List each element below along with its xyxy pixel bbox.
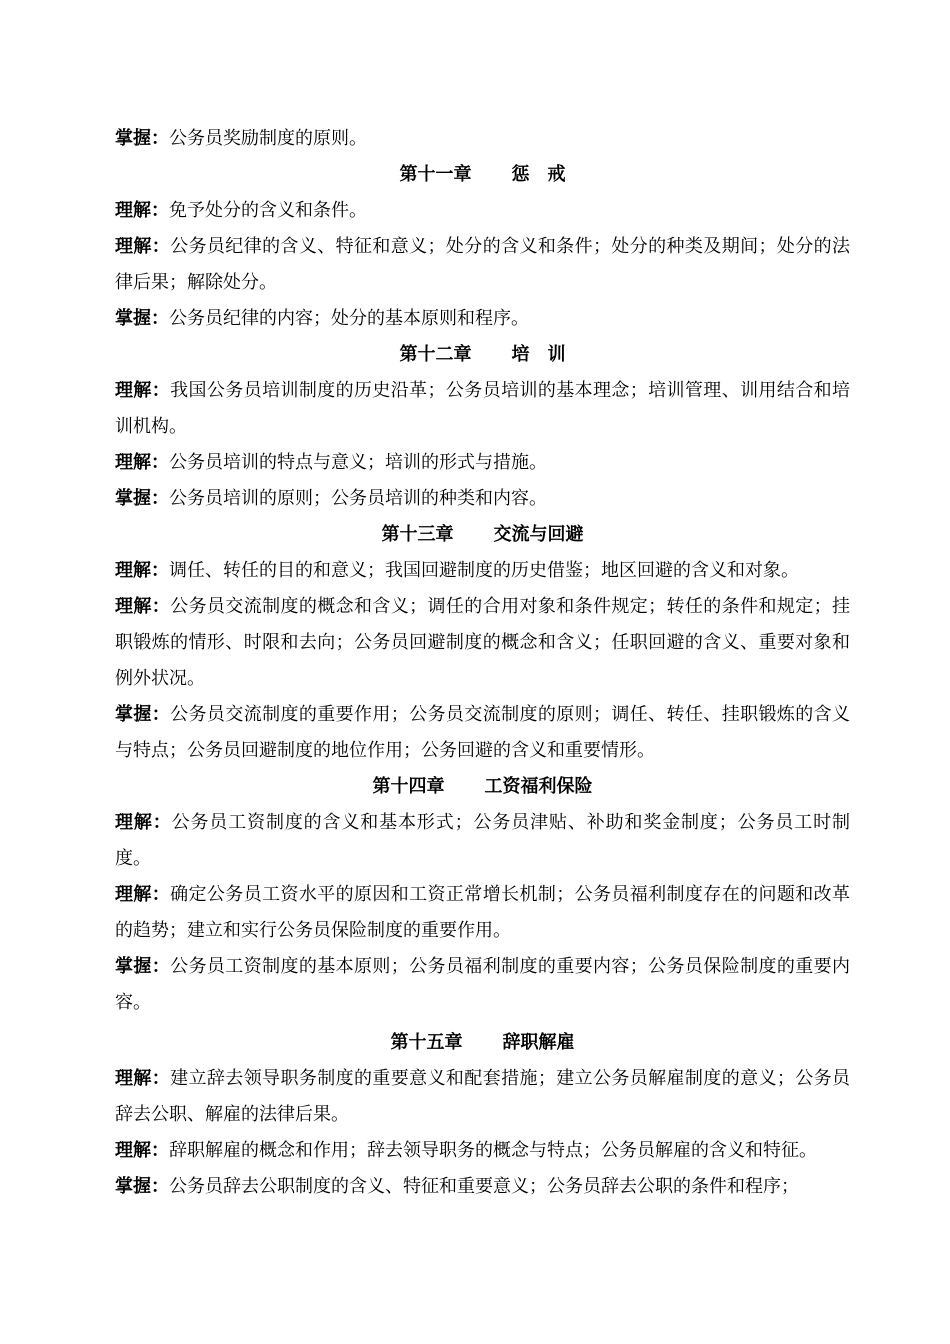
chapter-number: 第十一章 [399, 164, 472, 185]
label-understand: 理解： [115, 236, 171, 257]
chapter-heading-11 [115, 157, 850, 193]
paragraph-understand [115, 445, 850, 481]
paragraph-understand [115, 805, 850, 877]
paragraph-understand [115, 877, 850, 949]
chapter-heading-14 [115, 769, 850, 805]
label-understand: 理解： [115, 200, 169, 221]
label-understand: 理解： [115, 1068, 171, 1089]
label-understand: 理解： [115, 596, 171, 617]
paragraph-text: 公务员辞去公职制度的含义、特征和重要意义；公务员辞去公职的条件和程序； [169, 1176, 799, 1197]
chapter-title: 工资福利保险 [484, 776, 593, 797]
document-body [115, 121, 850, 1205]
paragraph-text: 公务员培训的特点与意义；培训的形式与措施。 [169, 452, 547, 473]
chapter-title: 辞职解雇 [502, 1032, 575, 1053]
chapter-number: 第十四章 [372, 776, 445, 797]
paragraph-master [115, 1169, 850, 1205]
paragraph-master [115, 949, 850, 1021]
paragraph-text: 公务员纪律的含义、特征和意义；处分的含义和条件；处分的种类及期间；处分的法律后果；解除处分。 [115, 236, 850, 293]
chapter-title: 培 训 [511, 344, 566, 365]
label-understand: 理解： [115, 884, 171, 905]
paragraph-text: 公务员培训的原则；公务员培训的种类和内容。 [169, 488, 547, 509]
label-master: 掌握： [115, 1176, 169, 1197]
paragraph-text: 免予处分的含义和条件。 [169, 200, 367, 221]
paragraph-understand [115, 589, 850, 697]
paragraph-master [115, 121, 850, 157]
paragraph-text: 我国公务员培训制度的历史沿革；公务员培训的基本理念；培训管理、训用结合和培训机构。 [115, 380, 850, 437]
label-master: 掌握： [115, 308, 169, 329]
paragraph-text: 辞职解雇的概念和作用；辞去领导职务的概念与特点；公务员解雇的含义和特征。 [169, 1140, 817, 1161]
label-understand: 理解： [115, 1140, 169, 1161]
paragraph-text: 公务员工资制度的基本原则；公务员福利制度的重要内容；公务员保险制度的重要内容。 [115, 956, 850, 1013]
paragraph-text: 建立辞去领导职务制度的重要意义和配套措施；建立公务员解雇制度的意义；公务员辞去公职、解雇的法律后果。 [115, 1068, 850, 1125]
paragraph-text: 公务员奖励制度的原则。 [169, 128, 367, 149]
paragraph-text: 公务员纪律的内容；处分的基本原则和程序。 [169, 308, 529, 329]
label-master: 掌握： [115, 956, 171, 977]
chapter-heading-15 [115, 1025, 850, 1061]
paragraph-understand [115, 229, 850, 301]
paragraph-master [115, 697, 850, 769]
paragraph-understand [115, 1133, 850, 1169]
label-master: 掌握： [115, 704, 171, 725]
paragraph-text: 公务员工资制度的含义和基本形式；公务员津贴、补助和奖金制度；公务员工时制度。 [115, 812, 851, 869]
paragraph-master [115, 301, 850, 337]
paragraph-text: 调任、转任的目的和意义；我国回避制度的历史借鉴；地区回避的含义和对象。 [169, 560, 799, 581]
paragraph-text: 公务员交流制度的概念和含义；调任的合用对象和条件规定；转任的条件和规定；挂职锻炼的情形、时限和去向；公务员回避制度的概念和含义；任职回避的含义、重要对象和例外状况。 [115, 596, 850, 689]
paragraph-understand [115, 373, 850, 445]
paragraph-master [115, 481, 850, 517]
label-understand: 理解： [115, 560, 169, 581]
chapter-title: 交流与回避 [493, 524, 584, 545]
paragraph-text: 确定公务员工资水平的原因和工资正常增长机制；公务员福利制度存在的问题和改革的趋势；建立和实行公务员保险制度的重要作用。 [115, 884, 850, 941]
chapter-number: 第十五章 [390, 1032, 463, 1053]
chapter-heading-13 [115, 517, 850, 553]
label-understand: 理解： [115, 452, 169, 473]
label-understand: 理解： [115, 380, 171, 401]
paragraph-understand [115, 1061, 850, 1133]
label-understand: 理解： [115, 812, 172, 833]
chapter-number: 第十三章 [381, 524, 454, 545]
chapter-number: 第十二章 [399, 344, 472, 365]
label-master: 掌握： [115, 128, 169, 149]
paragraph-understand [115, 553, 850, 589]
paragraph-understand [115, 193, 850, 229]
chapter-heading-12 [115, 337, 850, 373]
paragraph-text: 公务员交流制度的重要作用；公务员交流制度的原则；调任、转任、挂职锻炼的含义与特点；公务员回避制度的地位作用；公务回避的含义和重要情形。 [115, 704, 850, 761]
label-master: 掌握： [115, 488, 169, 509]
chapter-title: 惩 戒 [511, 164, 566, 185]
